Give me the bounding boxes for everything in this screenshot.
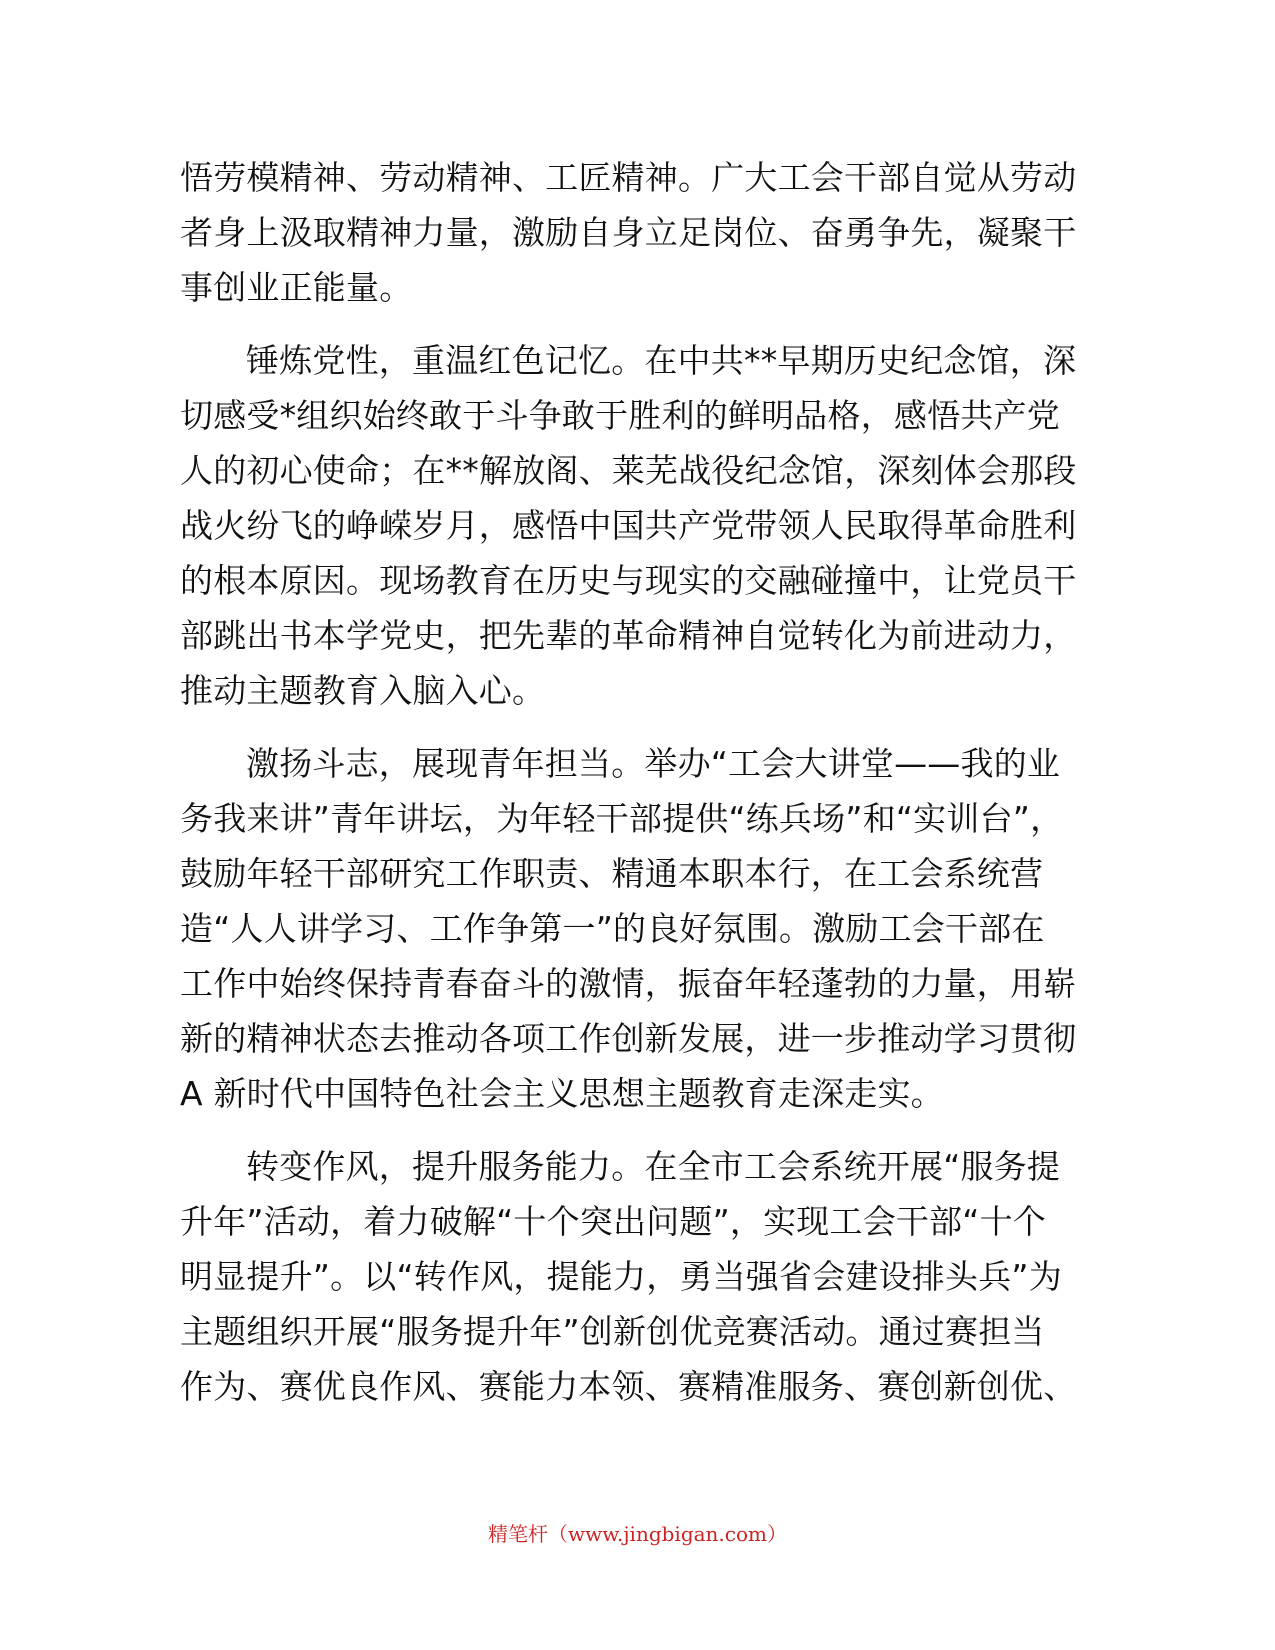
paragraph-spacer bbox=[180, 315, 1050, 333]
text-line: 部跳出书本学党史，把先辈的革命精神自觉转化为前进动力， bbox=[180, 616, 1077, 655]
text-line: 新的精神状态去推动各项工作创新发展，进一步推动学习贯彻 bbox=[180, 1019, 1077, 1058]
text-line: 战火纷飞的峥嵘岁月，感悟中国共产党带领人民取得革命胜利 bbox=[180, 506, 1077, 545]
text-line: 的根本原因。现场教育在历史与现实的交融碰撞中，让党员干 bbox=[180, 561, 1077, 600]
text-line: 人的初心使命；在**解放阁、莱芜战役纪念馆，深刻体会那段 bbox=[180, 451, 1077, 490]
text-line: 锤炼党性，重温红色记忆。在中共**早期历史纪念馆，深 bbox=[246, 341, 1077, 380]
text-line: 悟劳模精神、劳动精神、工匠精神。广大工会干部自觉从劳动 bbox=[180, 158, 1077, 197]
text-line: 激扬斗志，展现青年担当。举办“工会大讲堂——我的业 bbox=[246, 744, 1061, 783]
text-line: 升年”活动，着力破解“十个突出问题”，实现工会干部“十个 bbox=[180, 1202, 1046, 1241]
paragraph-spacer bbox=[180, 718, 1050, 736]
document-body bbox=[180, 150, 1077, 1414]
text-line: 者身上汲取精神力量，激励自身立足岗位、奋勇争先，凝聚干 bbox=[180, 213, 1077, 252]
paragraph bbox=[180, 736, 1077, 1121]
text-line: 明显提升”。以“转作风，提能力，勇当强省会建设排头兵”为 bbox=[180, 1257, 1062, 1296]
text-line: 工作中始终保持青春奋斗的激情，振奋年轻蓬勃的力量，用崭 bbox=[180, 964, 1077, 1003]
text-line: 主题组织开展“服务提升年”创新创优竞赛活动。通过赛担当 bbox=[180, 1312, 1045, 1351]
paragraph bbox=[180, 150, 1077, 315]
footer-watermark-link[interactable]: 精笔杆（www.jingbigan.com） bbox=[488, 1522, 787, 1546]
paragraph bbox=[180, 1139, 1077, 1414]
text-line: A 新时代中国特色社会主义思想主题教育走深走实。 bbox=[180, 1074, 944, 1113]
text-line: 事创业正能量。 bbox=[180, 268, 413, 307]
paragraph-spacer bbox=[180, 1121, 1050, 1139]
text-line: 推动主题教育入脑入心。 bbox=[180, 671, 546, 710]
text-line: 务我来讲”青年讲坛，为年轻干部提供“练兵场”和“实训台”， bbox=[180, 799, 1064, 838]
text-line: 鼓励年轻干部研究工作职责、精通本职本行，在工会系统营 bbox=[180, 854, 1044, 893]
text-line: 切感受*组织始终敢于斗争敢于胜利的鲜明品格，感悟共产党 bbox=[180, 396, 1060, 435]
text-line: 造“人人讲学习、工作争第一”的良好氛围。激励工会干部在 bbox=[180, 909, 1045, 948]
paragraph bbox=[180, 333, 1077, 718]
text-line: 转变作风，提升服务能力。在全市工会系统开展“服务提 bbox=[246, 1147, 1061, 1186]
text-line: 作为、赛优良作风、赛能力本领、赛精准服务、赛创新创优、 bbox=[180, 1367, 1077, 1406]
